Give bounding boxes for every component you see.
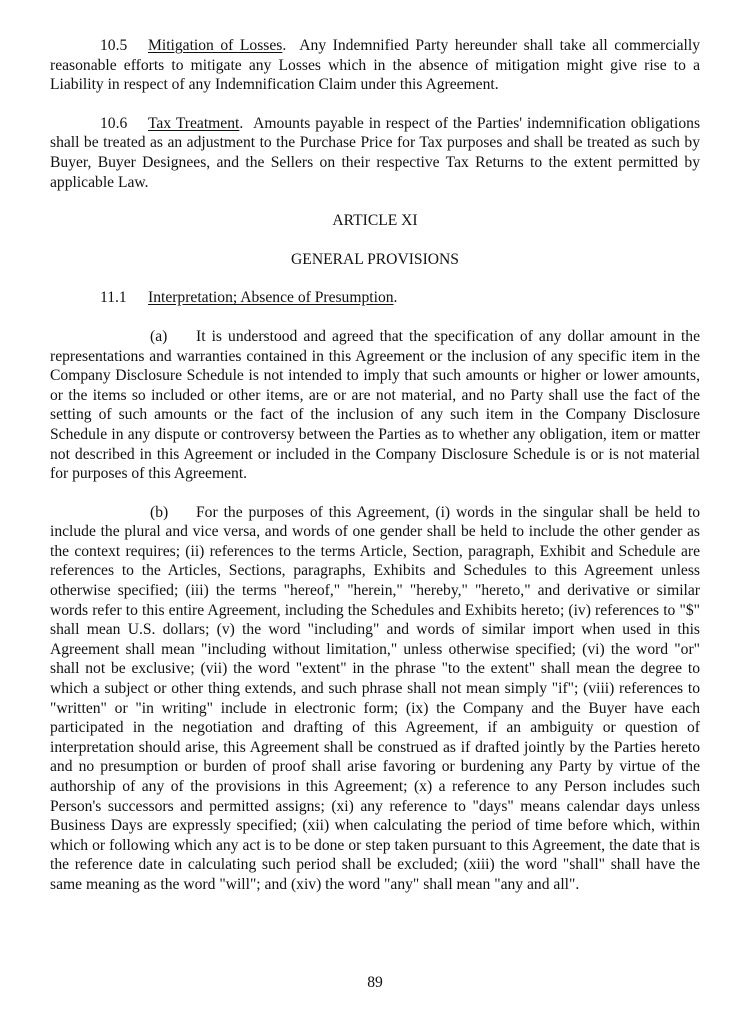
- clause-b: [50, 503, 700, 895]
- section-10-6: [50, 114, 700, 192]
- document-page: [50, 36, 700, 914]
- section-title-punct: .: [393, 289, 398, 307]
- section-title-punct: .: [239, 114, 244, 132]
- section-title: Interpretation; Absence of Presumption: [148, 289, 394, 307]
- section-body: Amounts payable in respect of the Parties' indemnification obligations shall be treated as an adjustment to the Purchase Price for Tax purposes and shall be treated as such by Buyer, Buyer Designees, and the Sellers on their respective Tax Returns to the extent permitted by applicable Law.: [50, 114, 701, 191]
- page-number: 89: [367, 974, 383, 991]
- section-title: Tax Treatment: [148, 114, 240, 132]
- section-number: 10.6: [100, 114, 128, 132]
- section-body: Any Indemnified Party hereunder shall take all commercially reasonable efforts to mitigate any Losses which in the absence of mitigation might give rise to a Liability in respect of any Indemnification Claim under this Agreement.: [50, 37, 700, 94]
- clause-label: (a): [150, 327, 168, 345]
- article-title: GENERAL PROVISIONS: [291, 250, 459, 268]
- section-title-punct: .: [282, 37, 287, 54]
- clause-a: [50, 327, 700, 484]
- clause-label: (b): [150, 503, 169, 521]
- section-title: Mitigation of Losses: [148, 37, 283, 54]
- section-10-5: [50, 36, 700, 95]
- section-number: 10.5: [100, 37, 128, 54]
- article-label: ARTICLE XI: [332, 212, 418, 230]
- section-11-1-heading: [100, 288, 700, 308]
- section-number: 11.1: [100, 289, 127, 307]
- clause-body: It is understood and agreed that the specification of any dollar amount in the representations and warranties contained in this Agreement or the inclusion of any specific item in the Company Disclosure Schedule is not intended to imply that such amounts or higher or lower amounts, or the items so included or other items, are or are not material, and no Party shall use the fact of the setting of such amounts or the fact of the inclusion of any such item in the Company Disclosure Schedule in any dispute or controversy between the Parties as to whether any obligation, item or matter not described in this Agreement or included in the Company Disclosure Schedule is or is not material for purposes of this Agreement.: [50, 327, 700, 483]
- clause-body: For the purposes of this Agreement, (i) words in the singular shall be held to include the plural and vice versa, and words of one gender shall be held to include the other gender as the context requires; (ii) references to the terms Article, Section, paragraph, Exhibit and Schedule are references to the Articles, Sections, paragraphs, Exhibits and Schedules to this Agreement unless otherwise specified; (iii) the terms "hereof," "herein," "hereby," "hereto," and derivative or similar words refer to this entire Agreement, including the Schedules and Exhibits hereto; (iv) references to "$" shall mean U.S. dollars; (v) the word "including" and words of similar import when used in this Agreement shall mean "including without limitation," unless otherwise specified; (vi) the word "or" shall not be exclusive; (vii) the word "extent" in the phrase "to the extent" shall mean the degree to which a subject or other thing extends, and such phrase shall not mean simply "if"; (viii) references to "written" or "in writing" include in electronic form; (ix) the Company and the Buyer have each participated in the negotiation and drafting of this Agreement, if an ambiguity or question of interpretation should arise, this Agreement shall be construed as if drafted jointly by the Parties hereto and no presumption or burden of proof shall arise favoring or burdening any Party by virtue of the authorship of any of the provisions in this Agreement; (x) a reference to any Person includes such Person's successors and permitted assigns; (xi) any reference to "days" means calendar days unless Business Days are expressly specified; (xii) when calculating the period of time before which, within which or following which any act is to be done or step taken pursuant to this Agreement, the date that is the reference date in calculating such period shall be excluded; (xiii) the word "shall" shall have the same meaning as the word "will"; and (xiv) the word "any" shall mean "any and all".: [50, 503, 700, 893]
